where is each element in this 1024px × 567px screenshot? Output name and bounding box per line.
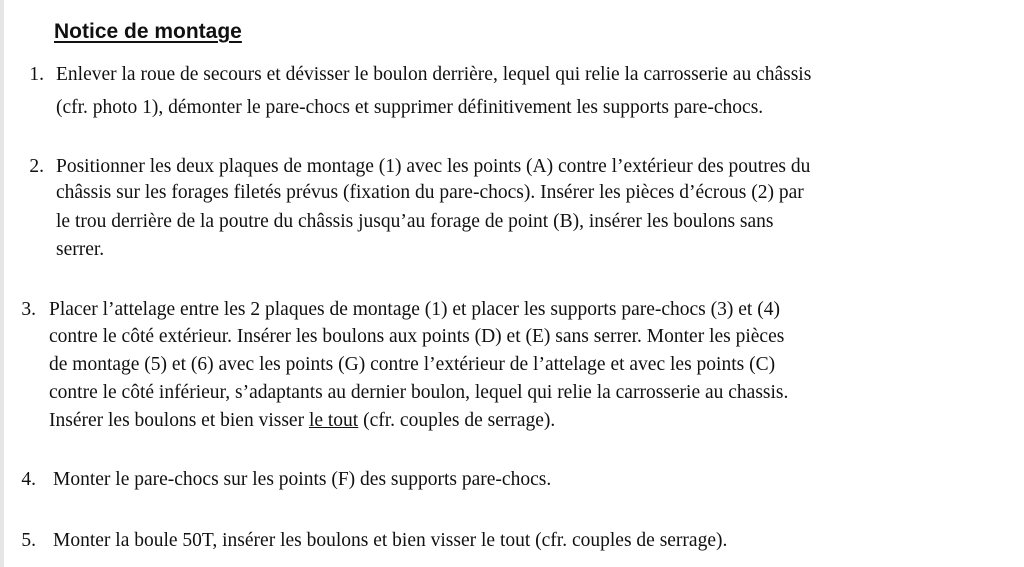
step-text-line: de montage (5) et (6) avec les points (G) contre l’extérieur de l’attelage et avec les points (C) <box>49 354 776 375</box>
step-text-line: contre le côté extérieur. Insérer les boulons aux points (D) et (E) sans serrer. Monter les pièces <box>49 326 785 347</box>
step-text-line <box>49 409 555 433</box>
step-number: 2. <box>29 156 44 177</box>
step-text-line: le trou derrière de la poutre du châssis jusqu’au forage de point (B), insérer les boulons sans <box>56 211 774 232</box>
step-text-segment: (cfr. couples de serrage). <box>358 410 556 431</box>
step-text-line: (cfr. photo 1), démonter le pare-chocs et supprimer définitivement les supports pare-chocs. <box>56 97 764 118</box>
step-number: 3. <box>21 299 36 320</box>
step-text-line: Monter le pare-chocs sur les points (F) des supports pare-chocs. <box>53 469 552 490</box>
underlined-text: le tout <box>308 410 359 431</box>
step-text-line: Positionner les deux plaques de montage (1) avec les points (A) contre l’extérieur des poutres du <box>56 156 811 177</box>
page-title: Notice de montage <box>54 20 242 43</box>
step-text-line: serrer. <box>56 239 105 260</box>
step-text-line: Monter la boule 50T, insérer les boulons et bien visser le tout (cfr. couples de serrage). <box>53 530 728 551</box>
step-number: 5. <box>21 530 36 551</box>
step-text-line: châssis sur les forages filetés prévus (fixation du pare-chocs). Insérer les pièces d’écrous (2) par <box>56 182 804 203</box>
step-number: 4. <box>21 469 36 490</box>
step-text-line: Enlever la roue de secours et dévisser le boulon derrière, lequel qui relie la carrosserie au châssis <box>56 64 812 85</box>
step-text-segment: Insérer les boulons et bien visser <box>49 410 309 431</box>
step-number: 1. <box>29 64 44 85</box>
step-text-line: Placer l’attelage entre les 2 plaques de montage (1) et placer les supports pare-chocs (3) et (4) <box>49 299 780 320</box>
step-text-line: contre le côté inférieur, s’adaptants au dernier boulon, lequel qui relie la carrosserie au chassis. <box>49 382 789 403</box>
